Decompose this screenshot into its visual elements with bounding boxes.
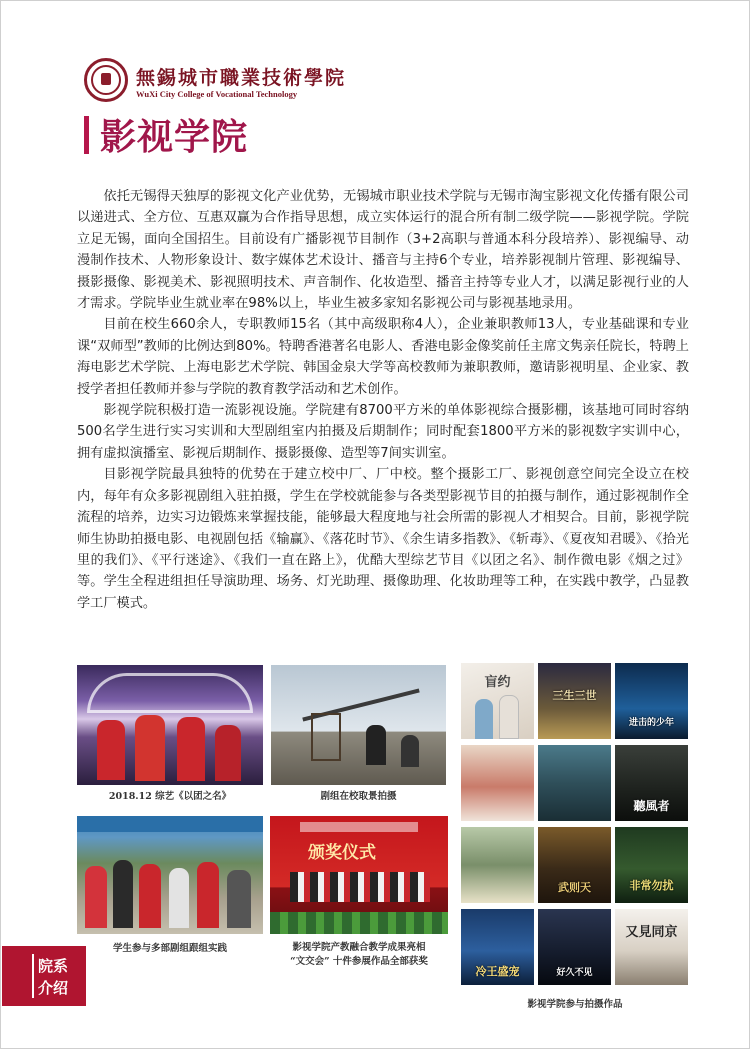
section-tab-line2: 介绍 [38,979,69,997]
section-tab-line1: 院系 [38,957,69,975]
logo-emblem-icon [91,65,121,95]
poster: 盲约 [461,663,534,739]
stage-banner-text: 颁奖仪式 [308,843,376,863]
photo-caption: 2018.12 综艺《以团之名》 [108,791,232,802]
photo-caption: 学生参与多部剧组跟组实践 [112,943,227,954]
poster-grid [461,663,689,985]
school-name-cn: 無錫城市職業技術學院 [136,67,347,89]
poster: 冷王盛宠 [461,909,534,985]
poster: 好久不见 [538,909,611,985]
photo-award-ceremony [270,816,448,934]
poster: 进击的少年 [615,663,688,739]
photo-caption: 剧组在校取景拍摄 [320,791,397,802]
body-text [77,186,689,614]
photo-variety-show [77,665,263,785]
poster [461,827,534,903]
poster: 武则天 [538,827,611,903]
title-accent-bar [84,116,89,154]
paragraph: 目影视学院最具独特的优势在于建立校中厂、厂中校。整个摄影工厂、影视创意空间完全设立在校内，每年有众多影视剧组入驻拍摄，学生在学校就能参与各类型影视节目的拍摄与制作，通过影视制作全流程的培养，边实习边锻炼来掌握技能，能够最大程度地与社会所需的影视人才相契合。目前，影视学院师生协助拍摄电影、电视剧包括《输赢》、《落花时节》、《余生请多指教》、《斩毒》、《夏夜知君暖》、《拾光里的我们》、《平行迷途》、《我们一直在路上》，优酷大型综艺节目《以团之名》、制作微电影《烟之过》等。学生全程进组担任导演助理、场务、灯光助理、摄像助理、化妆助理等工种，在实践中教学，凸显教学工厂模式。 [77,467,689,611]
paragraph: 影视学院积极打造一流影视设施。学院建有8700平方米的单体影视综合摄影棚，该基地可同时容纳500名学生进行实习实训和大型剧组室内拍摄及后期制作；同时配套1800平方米的影视数字实训中心，拥有虚拟演播室、影视后期制作、摄影摄像、造型等7间实训室。 [77,403,689,461]
photo-student-crew [77,816,263,934]
poster: 又見同京 [615,909,688,985]
photo-caption: “文交会” 十件参展作品全部获奖 [290,956,428,967]
page-title: 影视学院 [100,116,249,158]
poster [461,745,534,821]
poster [538,745,611,821]
poster: 非常勿扰 [615,827,688,903]
school-logo [84,58,128,102]
photo-caption: 影视学院参与拍摄作品 [527,999,623,1010]
paragraph: 目前在校生660余人，专职教师15名（其中高级职称4人），企业兼职教师13人，专业基础课和专业课“双师型”教师的比例达到80%。特聘香港著名电影人、香港电影金像奖前任主席文隽亲任院长，特聘上海电影艺术学院、上海电影艺术学院、韩国金泉大学等高校教师为兼职教师，邀请影视明星、企业家、教授学者担任教师并参与学院的教育教学活动和艺术创作。 [77,317,689,397]
section-tab [2,946,86,1006]
photo-caption: 影视学院产教融合教学成果亮相 [292,942,426,953]
school-name-en: WuXi City College of Vocational Technology [136,89,298,99]
paragraph: 依托无锡得天独厚的影视文化产业优势，无锡城市职业技术学院与无锡市淘宝影视文化传播有限公司以递进式、全方位、互惠双赢为合作指导思想，成立实体运行的混合所有制二级学院——影视学院。学院立足无锡，面向全国招生。目前设有广播影视节目制作（3+2高职与普通本科分段培养）、影视编导、动漫制作技术、人物形象设计、数字媒体艺术设计、播音与主持6个专业，培养影视制片管理、影视编导、摄影摄像、影视美术、影视照明技术、声音制作、化妆造型、播音主持等专业人才，以满足影视行业的人才需求。学院毕业生就业率在98%以上，毕业生被多家知名影视公司与影视基地录用。 [77,189,689,312]
poster: 聽風者 [615,745,688,821]
poster: 三生三世 [538,663,611,739]
photo-crane-shoot [271,665,446,785]
